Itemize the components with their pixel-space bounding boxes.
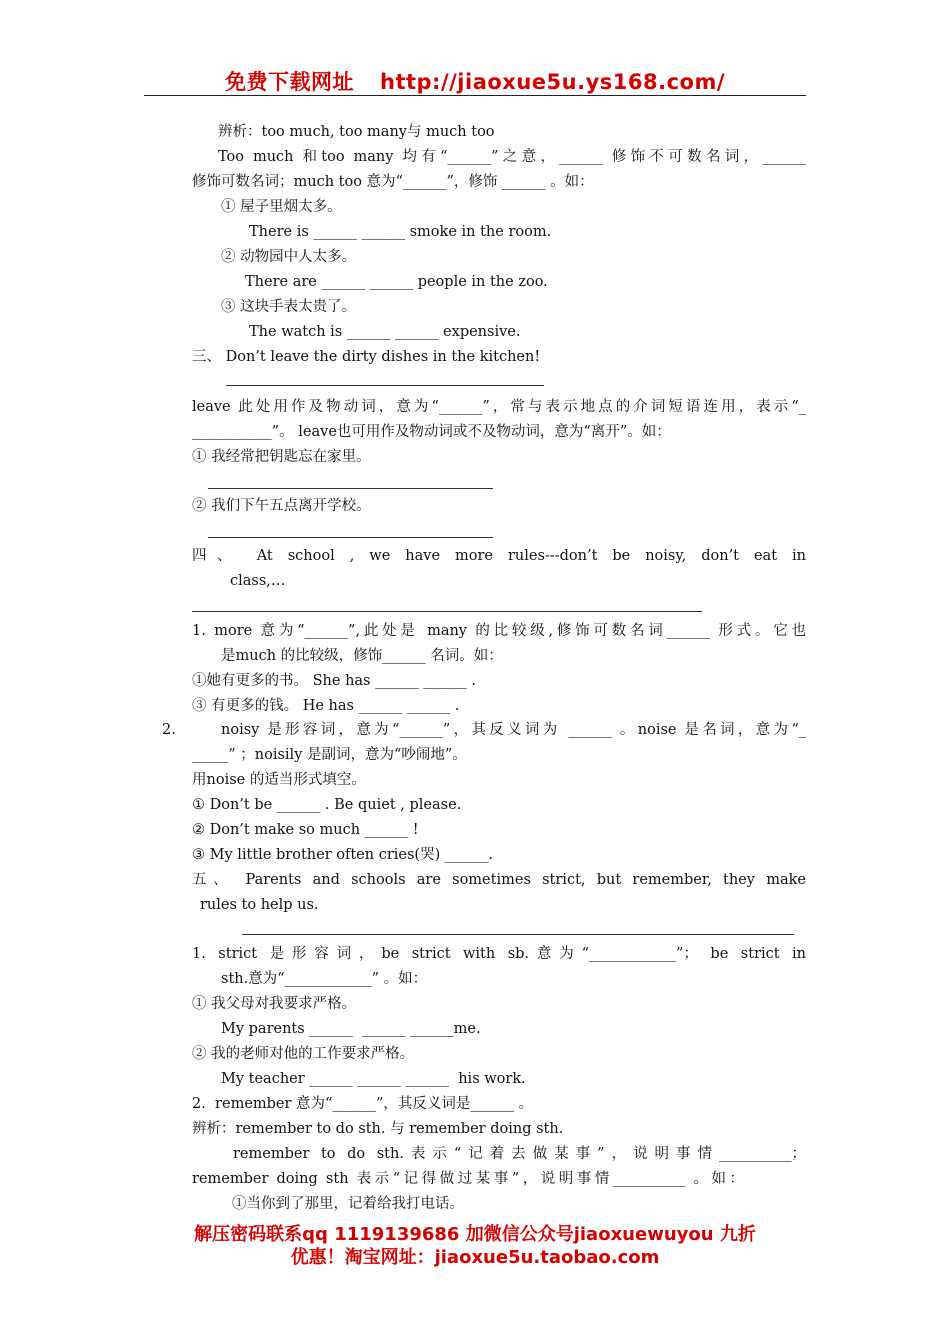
example-item: ② Don’t make so much ______ ! bbox=[192, 822, 419, 838]
text-line: noisy 是形容词，意为“______”，其反义词为 ______ 。noise 是名词，意为“_ bbox=[221, 722, 806, 738]
text-line: remember to do sth.表示“记着去做某事”，说明事情__________； bbox=[233, 1146, 806, 1162]
example-item: ③ My little brother often cries(哭) ______. bbox=[192, 847, 493, 863]
example-sentence: The watch is ______ ______ expensive. bbox=[249, 324, 521, 340]
text-line: 用noise 的适当形式填空。 bbox=[192, 772, 366, 788]
page-header bbox=[0, 66, 950, 96]
footer-shop-line: 优惠！淘宝网址：jiaoxue5u.taobao.com bbox=[290, 1247, 660, 1268]
header-label: 免费下载网址 bbox=[225, 70, 354, 94]
example-item: ① Don’t be ______ . Be quiet , please. bbox=[192, 797, 462, 813]
header-url-link[interactable]: http://jiaoxue5u.ys168.com/ bbox=[380, 70, 725, 94]
text-line: sth.意为“____________” 。如： bbox=[221, 971, 428, 987]
example-item: ①她有更多的书。 She has ______ ______ . bbox=[192, 673, 476, 689]
text-line: leave 此处用作及物动词，意为“______”，常与表示地点的介词短语连用，表示“_ bbox=[192, 399, 806, 415]
example-item: ③ 有更多的钱。 He has ______ ______ . bbox=[192, 698, 460, 714]
example-item: ② 我们下午五点离开学校。 bbox=[192, 498, 371, 514]
example-item: ② 我的老师对他的工作要求严格。 bbox=[192, 1046, 415, 1062]
section-five-heading: 五、 Parents and schools are sometimes strict, but remember, they make bbox=[192, 872, 806, 888]
example-item: ③ 这块手表太贵了。 bbox=[221, 299, 357, 315]
text-line: rules to help us. bbox=[200, 897, 319, 913]
section-three-heading: 三、 Don’t leave the dirty dishes in the kitchen! bbox=[192, 349, 541, 365]
footer-contact-line: 解压密码联系qq 1119139686 加微信公众号jiaoxuewuyou 九折 bbox=[194, 1224, 756, 1245]
translation-blank-line bbox=[208, 537, 493, 538]
translation-blank-line bbox=[208, 488, 493, 489]
text-line: remember doing sth 表示“记得做过某事”，说明事情__________ 。如： bbox=[192, 1171, 744, 1187]
text-line: 1. strict 是形容词，be strict with sb.意为“____________”； be strict in bbox=[192, 946, 806, 962]
example-item: ② 动物园中人太多。 bbox=[221, 249, 357, 265]
text-line: _____” ；noisily 是副词，意为“吵闹地”。 bbox=[192, 747, 467, 763]
translation-blank-line bbox=[226, 385, 544, 386]
text-line: Too much 和too many 均有“______”之意，______ 修饰不可数名词，______ bbox=[218, 149, 806, 165]
analysis-too-much-heading: 辨析：too much, too many与 much too bbox=[218, 124, 495, 140]
example-item: ① 屋子里烟太多。 bbox=[221, 199, 342, 215]
header-divider bbox=[144, 95, 806, 96]
example-sentence: There is ______ ______ smoke in the room. bbox=[249, 224, 552, 240]
text-line: ___________”。 leave也可用作及物动词或不及物动词，意为“离开”。如： bbox=[192, 424, 671, 440]
example-sentence: My teacher ______ ______ ______ his work. bbox=[221, 1071, 526, 1087]
text-line: 修饰可数名词；much too 意为“______”，修饰 ______ 。如： bbox=[192, 174, 594, 190]
text-line: 1. more 意为“______”,此处是 many 的比较级,修饰可数名词______ 形式。它也 bbox=[192, 623, 806, 639]
section-four-heading: 四、 At school , we have more rules---don’t be noisy, don’t eat in bbox=[192, 548, 806, 564]
example-item: ① 我父母对我要求严格。 bbox=[192, 996, 357, 1012]
text-line: 是much 的比较级，修饰______ 名词。如： bbox=[221, 648, 503, 664]
translation-blank-line bbox=[242, 934, 794, 935]
example-sentence: There are ______ ______ people in the zoo. bbox=[245, 274, 548, 290]
text-line: 2. remember 意为“______”，其反义词是______ 。 bbox=[192, 1096, 533, 1112]
list-number: 2. bbox=[162, 722, 176, 738]
text-line: class,… bbox=[230, 573, 286, 589]
example-item: ①当你到了那里，记着给我打电话。 bbox=[232, 1196, 464, 1212]
example-item: ① 我经常把钥匙忘在家里。 bbox=[192, 449, 371, 465]
translation-blank-line bbox=[192, 611, 702, 612]
example-sentence: My parents ______ ______ ______me. bbox=[221, 1021, 481, 1037]
text-line: 辨析：remember to do sth. 与 remember doing sth. bbox=[192, 1121, 564, 1137]
